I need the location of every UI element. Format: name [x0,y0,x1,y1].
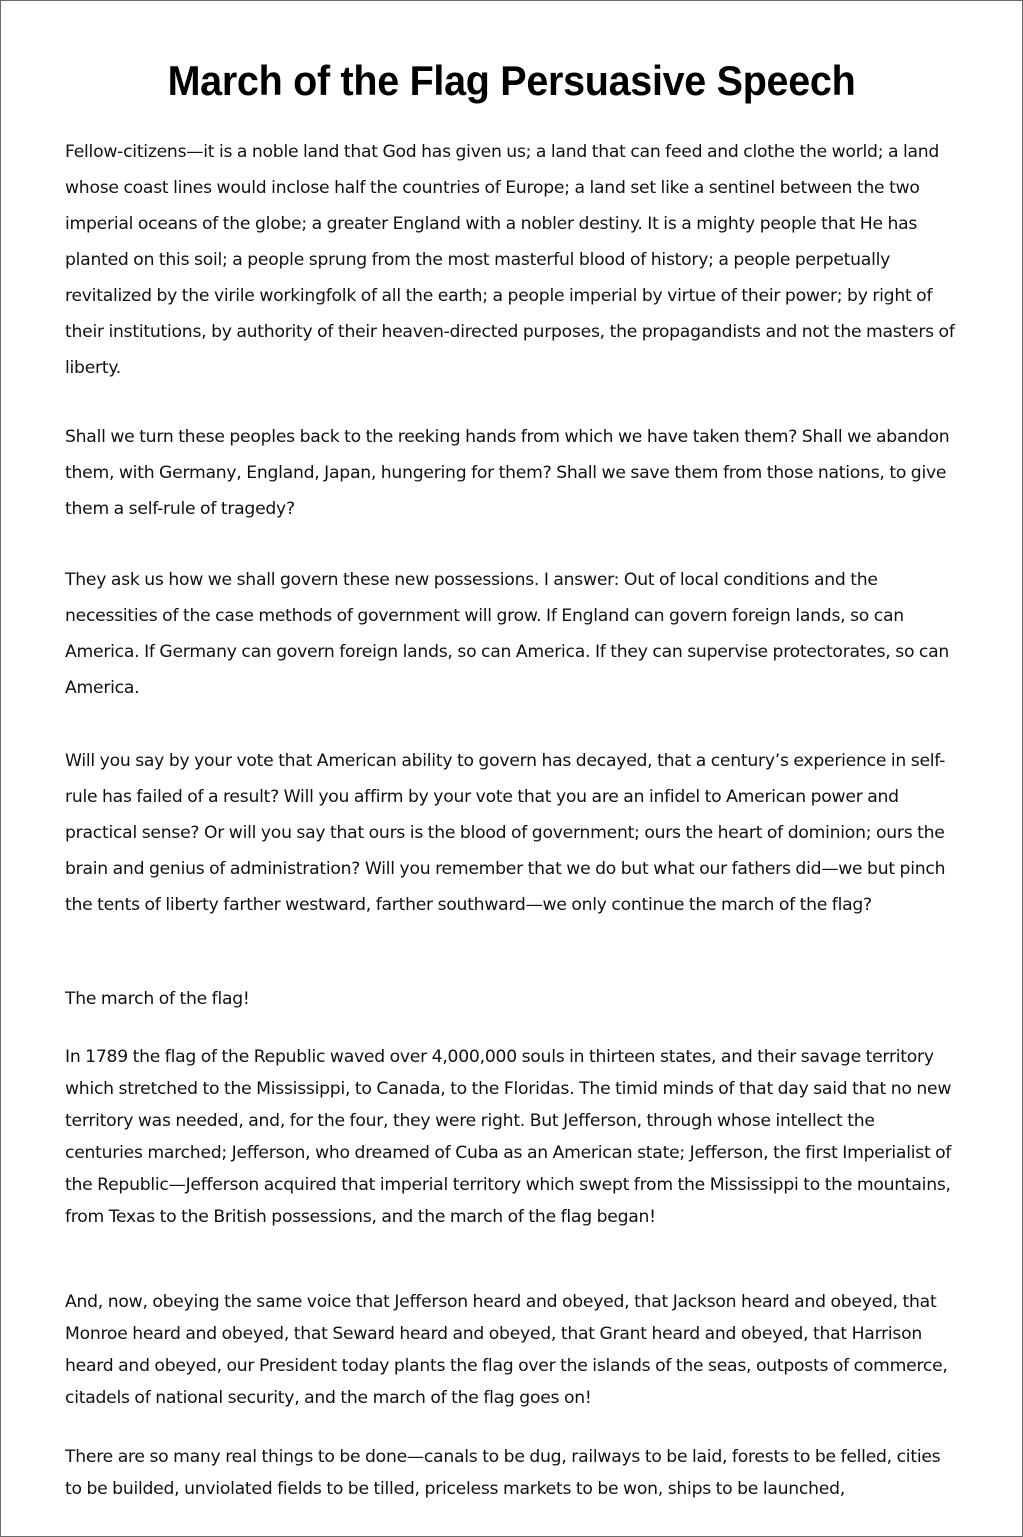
paragraph-they-ask-us: They ask us how we shall govern these new possessions. I answer: Out of local conditions and the necessities of the case methods of government will grow. If England can govern foreign lands, so can America. If Germany can govern foreign lands, so can America. If they can supervise protectorates, so can America. [65,570,950,698]
document-title: March of the Flag Persuasive Speech [167,57,856,104]
paragraph-shall-we-turn: Shall we turn these peoples back to the reeking hands from which we have taken them? Shall we abandon them, with Germany, England, Japan, hungering for them? Shall we save them from those nations, to give them a self-rule of tragedy? [65,427,950,519]
paragraph-there-are-so-many: There are so many real things to be done—canals to be dug, railways to be laid, forests to be felled, cities to be builded, unviolated fields to be tilled, priceless markets to be won, ships to be launched, [65,1447,941,1499]
paragraph-will-you-say: Will you say by your vote that American ability to govern has decayed, that a century’s experience in self-rule has failed of a result? Will you affirm by your vote that you are an infidel to American power and practical sense? Or will you say that ours is the blood of government; ours the heart of dominion; ours the brain and genius of administration? Will you remember that we do but what our fathers did—we but pinch the tents of liberty farther westward, farther southward—we only continue the march of the flag? [65,751,946,915]
paragraph-and-now: And, now, obeying the same voice that Jefferson heard and obeyed, that Jackson heard and obeyed, that Monroe heard and obeyed, that Seward heard and obeyed, that Grant heard and obeyed, that Harrison heard and obeyed, our President today plants the flag over the islands of the seas, outposts of commerce, citadels of national security, and the march of the flag goes on! [65,1292,948,1408]
paragraph-fellow-citizens: Fellow-citizens—it is a noble land that God has given us; a land that can feed and clothe the world; a land whose coast lines would inclose half the countries of Europe; a land set like a sentinel between the two imperial oceans of the globe; a greater England with a nobler destiny. It is a mighty people that He has planted on this soil; a people sprung from the most masterful blood of history; a people perpetually revitalized by the virile workingfolk of all the earth; a people imperial by virtue of their power; by right of their institutions, by authority of their heaven-directed purposes, the propagandists and not the masters of liberty. [65,142,955,378]
paragraph-in-1789: In 1789 the flag of the Republic waved over 4,000,000 souls in thirteen states, and their savage territory which stretched to the Mississippi, to Canada, to the Floridas. The timid minds of that day said that no new territory was needed, and, for the four, they were right. But Jefferson, through whose intellect the centuries marched; Jefferson, who dreamed of Cuba as an American state; Jefferson, the first Imperialist of the Republic—Jefferson acquired that imperial territory which swept from the Mississippi to the mountains, from Texas to the British possessions, and the march of the flag began! [65,1047,952,1227]
paragraph-march-of-the-flag: The march of the flag! [65,989,250,1009]
